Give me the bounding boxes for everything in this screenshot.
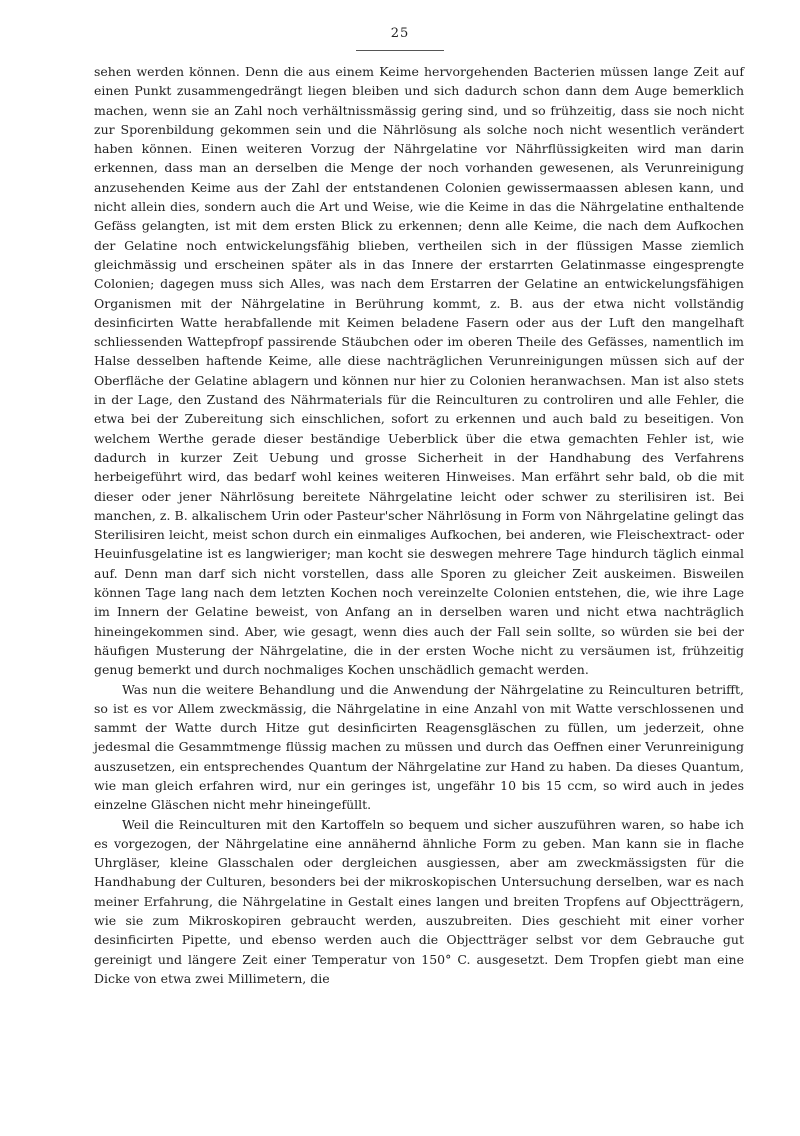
body-text	[94, 62, 744, 988]
header-rule	[356, 50, 444, 51]
paragraph-3: Weil die Reinculturen mit den Kartoffeln so bequem und sicher auszuführen waren, so habe ich es vorgezogen, der Nährgelatine eine annähernd ähnliche Form zu geben. Man kann sie in flache Uhrgläser, kleine Glasschalen oder dergleichen ausgiessen, aber am zweckmässigsten für die Handhabung der Culturen, besonders bei der mikroskopischen Untersuchung derselben, war es nach meiner Erfahrung, die Nährgelatine in Gestalt eines langen und breiten Tropfens auf Objectträgern, wie sie zum Mikroskopiren gebraucht werden, auszubreiten. Dies geschieht mit einer vorher desinficirten Pipette, und ebenso werden auch die Objectträger selbst vor dem Gebrauche gut gereinigt und längere Zeit einer Temperatur von 150° C. ausgesetzt. Dem Tropfen giebt man eine Dicke von etwa zwei Millimetern, die	[94, 816, 744, 986]
paragraph-2: Was nun die weitere Behandlung und die Anwendung der Nährgelatine zu Reinculturen betrifft, so ist es vor Allem zweckmässig, die Nährgelatine in eine Anzahl von mit Watte verschlossenen und sammt der Watte durch Hitze gut desinficirten Reagensgläschen zu füllen, um jederzeit, ohne jedesmal die Gesammtmenge flüssig machen zu müssen und durch das Oeffnen einer Verunreinigung auszusetzen, ein entsprechendes Quantum der Nährgelatine zur Hand zu haben. Da dieses Quantum, wie man gleich erfahren wird, nur ein geringes ist, ungefähr 10 bis 15 ccm, so wird auch in jedes einzelne Gläschen nicht mehr hineingefüllt.	[94, 681, 744, 813]
page-number: 25	[390, 26, 410, 41]
paragraph-1: sehen werden können. Denn die aus einem Keime hervorgehenden Bacterien müssen lange Zeit auf einen Punkt zusammengedrängt liegen bleiben und sich dadurch schon dann dem Auge bemerklich machen, wenn sie an Zahl noch verhältnissmässig gering sind, und so frühzeitig, dass sie noch nicht zur Sporenbildung gekommen sein und die Nährlösung als solche noch nicht wesentlich verändert haben können. Einen weiteren Vorzug der Nährgelatine vor Nährflüssigkeiten wird man darin erkennen, dass man an derselben die Menge der noch vorhanden gewesenen, als Verunreinigung anzusehenden Keime aus der Zahl der entstandenen Colonien gewissermaassen ablesen kann, und nicht allein dies, sondern auch die Art und Weise, wie die Keime in das die Nährgelatine enthaltende Gefäss gelangten, ist mit dem ersten Blick zu erkennen; denn alle Keime, die nach dem Aufkochen der Gelatine noch entwickelungsfähig blieben, vertheilen sich in der flüssigen Masse ziemlich gleichmässig und erscheinen später als in das Innere der erstarrten Gelatinmasse eingesprengte Colonien; dagegen muss sich Alles, was nach dem Erstarren der Gelatine an entwickelungsfähigen Organismen mit der Nährgelatine in Berührung kommt, z. B. aus der etwa nicht vollständig desinficirten Watte herabfallende mit Keimen beladene Fasern oder aus der Luft den mangelhaft schliessenden Wattepfropf passirende Stäubchen oder im oberen Theile des Gefässes, namentlich im Halse desselben haftende Keime, alle diese nachträglichen Verunreinigungen müssen sich auf der Oberfläche der Gelatine ablagern und können nur hier zu Colonien heranwachsen. Man ist also stets in der Lage, den Zustand des Nährmaterials für die Reinculturen zu controliren und alle Fehler, die etwa bei der Zubereitung sich einschlichen, sofort zu erkennen und auch bald zu beseitigen. Von welchem Werthe gerade dieser beständige Ueberblick über die etwa gemachten Fehler ist, wie dadurch in kurzer Zeit Uebung und grosse Sicherheit in der Handhabung des Verfahrens herbeigeführt wird, das bedarf wohl keines weiteren Hinweises. Man erfährt sehr bald, ob die mit dieser oder jener Nährlösung bereitete Nährgelatine leicht oder schwer zu sterilisiren ist. Bei manchen, z. B. alkalischem Urin oder Pasteur'scher Nährlösung in Form von Nährgelatine gelingt das Sterilisiren leicht, meist schon durch ein einmaliges Aufkochen, bei anderen, wie Fleischextract- oder Heuinfusgelatine ist es langwieriger; man kocht sie deswegen mehrere Tage hindurch täglich einmal auf. Denn man darf sich nicht vorstellen, dass alle Sporen zu gleicher Zeit auskeimen. Bisweilen können Tage lang nach dem letzten Kochen noch vereinzelte Colonien entstehen, die, wie ihre Lage im Innern der Gelatine beweist, von Anfang an in derselben waren und nicht etwa nachträglich hineingekommen sind. Aber, wie gesagt, wenn dies auch der Fall sein sollte, so würden sie bei der häufigen Musterung der Nährgelatine, die in der ersten Woche nicht zu versäumen ist, frühzeitig genug bemerkt und durch nochmaliges Kochen unschädlich gemacht werden.	[94, 64, 744, 678]
